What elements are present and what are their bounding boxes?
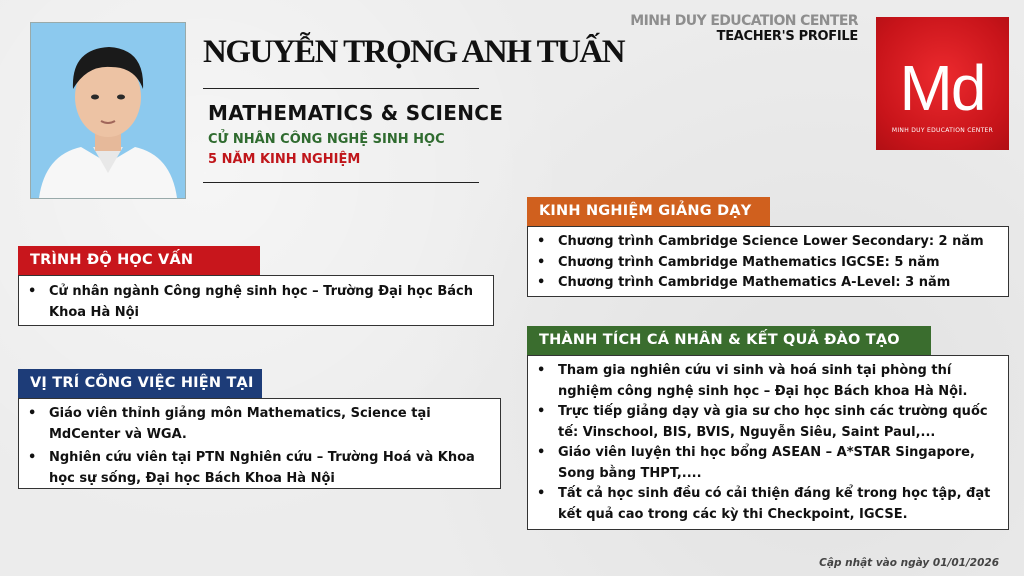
svg-text:Md: Md [899,52,985,124]
education-section-title: TRÌNH ĐỘ HỌC VẤN [18,246,260,275]
teaching-experience-box [527,226,1009,297]
list-item [528,232,1000,253]
achievements-section-title: THÀNH TÍCH CÁ NHÂN & KẾT QUẢ ĐÀO TẠO [527,326,931,355]
bullet-icon: • [537,404,546,419]
minh-duy-logo [876,17,1009,150]
list-item [19,448,492,489]
list-item-text: Tham gia nghiên cứu vi sinh và hoá sinh tại phòng thí nghiệm công nghệ sinh học – Đại học Bách khoa Hà Nội. [558,363,968,399]
education-list [19,282,485,323]
teacher-experience-years: 5 NĂM KINH NGHIỆM [208,152,361,167]
logo-caption: MINH DUY EDUCATION CENTER [891,127,994,134]
center-name: MINH DUY EDUCATION CENTER [630,13,858,29]
list-item-text: Tất cả học sinh đều có cải thiện đáng kể trong học tập, đạt kết quả cao trong các kỳ thi Checkpoint, IGCSE. [558,486,991,522]
teacher-photo [30,22,186,199]
bullet-icon: • [537,486,546,501]
info-divider [203,182,479,183]
list-item [19,282,485,323]
name-divider [203,88,479,89]
teacher-portrait-image [31,23,185,198]
list-item [528,484,1000,525]
list-item-text: Cử nhân ngành Công nghệ sinh học – Trường Đại học Bách Khoa Hà Nội [49,284,473,320]
list-item-text: Chương trình Cambridge Mathematics A-Level: 3 năm [558,275,951,290]
list-item [528,443,1000,484]
current-position-box [18,398,501,489]
achievements-list [528,361,1000,525]
bullet-icon: • [537,445,546,460]
list-item-text: Chương trình Cambridge Science Lower Secondary: 2 năm [558,234,984,249]
list-item [528,253,1000,274]
bullet-icon: • [537,254,546,270]
bullet-icon: • [28,284,37,299]
bullet-icon: • [537,234,546,249]
list-item [528,361,1000,402]
teaching-experience-list [528,232,1000,294]
list-item [528,402,1000,443]
list-item-text: Chương trình Cambridge Mathematics IGCSE: 5 năm [558,254,940,270]
update-date: Cập nhật vào ngày 01/01/2026 [819,557,999,569]
list-item [528,273,1000,294]
current-position-list [19,404,492,489]
teacher-name: NGUYỄN TRỌNG ANH TUẤN [203,34,625,70]
education-box [18,275,494,326]
list-item-text: Nghiên cứu viên tại PTN Nghiên cứu – Trường Hoá và Khoa học sự sống, Đại học Bách Khoa Hà Nội [49,450,475,486]
teaching-experience-section-title: KINH NGHIỆM GIẢNG DẠY [527,197,770,226]
teacher-degree: CỬ NHÂN CÔNG NGHỆ SINH HỌC [208,132,445,147]
list-item-text: Giáo viên thỉnh giảng môn Mathematics, Science tại MdCenter và WGA. [49,406,431,442]
list-item-text: Giáo viên luyện thi học bổng ASEAN – A*STAR Singapore, Song bằng THPT,.... [558,445,975,481]
bullet-icon: • [28,406,37,421]
bullet-icon: • [28,450,37,465]
teacher-subject: MATHEMATICS & SCIENCE [208,101,504,125]
list-item-text: Trực tiếp giảng dạy và gia sư cho học sinh các trường quốc tế: Vinschool, BIS, BVIS, Nguyễn Siêu, Saint Paul,... [558,404,988,440]
achievements-box [527,355,1009,530]
bullet-icon: • [537,363,546,378]
profile-label: TEACHER'S PROFILE [716,29,858,44]
current-position-section-title: VỊ TRÍ CÔNG VIỆC HIỆN TẠI [18,369,262,398]
list-item [19,404,492,445]
bullet-icon: • [537,275,546,290]
